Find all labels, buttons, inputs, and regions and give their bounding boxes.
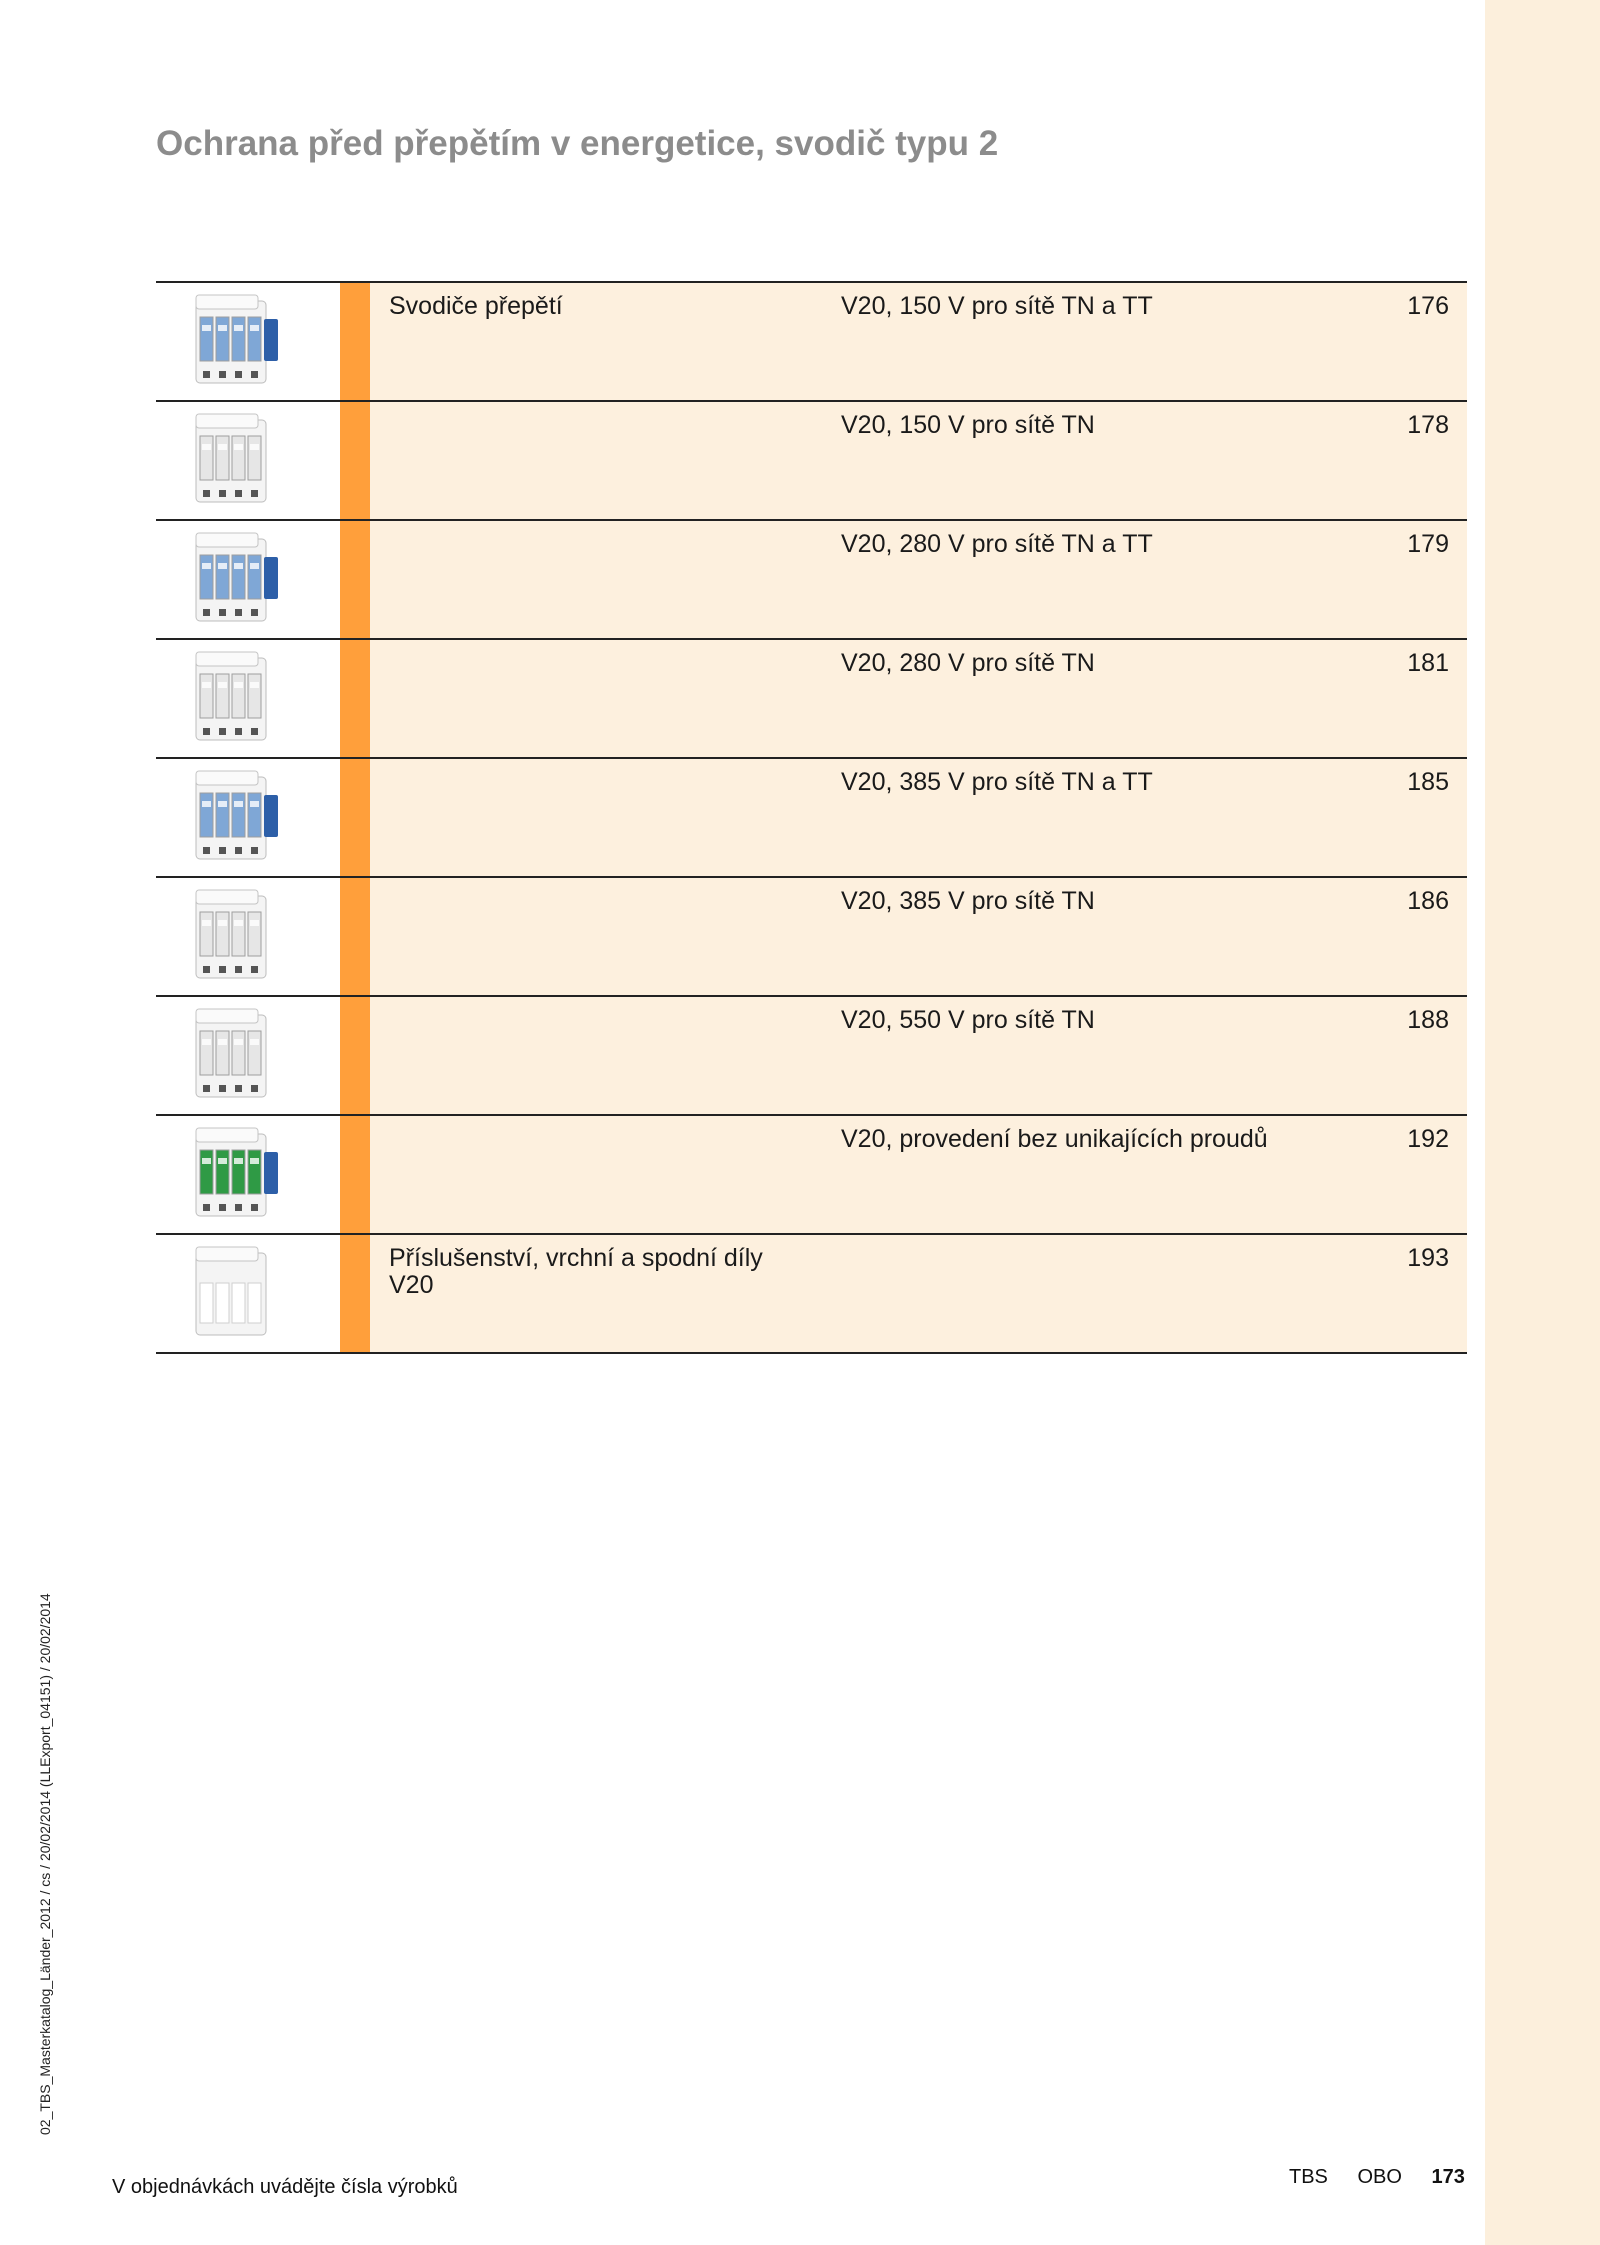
product-image-cell — [156, 1235, 340, 1352]
page-reference[interactable]: 185 — [1407, 768, 1449, 796]
table-row — [156, 521, 1467, 640]
product-image-cell — [156, 1116, 340, 1233]
arrester-blue-module-icon — [190, 291, 290, 391]
product-image-cell — [156, 402, 340, 519]
product-description: V20, 385 V pro sítě TN — [841, 887, 1095, 915]
product-image-cell — [156, 759, 340, 876]
footer-brand-area — [1289, 2166, 1465, 2189]
table-row — [156, 1235, 1467, 1354]
product-description: V20, 280 V pro sítě TN — [841, 649, 1095, 677]
product-image-cell — [156, 640, 340, 757]
product-category: Příslušenství, vrchní a spodní díly V20 — [389, 1244, 763, 1299]
page-reference[interactable]: 176 — [1407, 292, 1449, 320]
page-reference[interactable]: 179 — [1407, 530, 1449, 558]
side-print-info: 02_TBS_Masterkatalog_Länder_2012 / cs / 20/02/2014 (LLExport_04151) / 20/02/2014 — [37, 1593, 53, 2135]
accent-bar — [340, 997, 370, 1114]
product-description: V20, 550 V pro sítě TN — [841, 1006, 1095, 1034]
footer-brand-obo: OBO — [1357, 2166, 1402, 2188]
arrester-green-module-icon — [190, 1124, 290, 1224]
arrester-white-icon — [190, 886, 290, 986]
accent-bar — [340, 521, 370, 638]
table-row — [156, 759, 1467, 878]
side-band — [1485, 0, 1600, 2245]
product-image-cell — [156, 283, 340, 400]
accent-bar — [340, 1116, 370, 1233]
arrester-white-icon — [190, 410, 290, 510]
table-row — [156, 283, 1467, 402]
product-description: V20, 280 V pro sítě TN a TT — [841, 530, 1153, 558]
accent-bar — [340, 1235, 370, 1352]
accent-bar — [340, 283, 370, 400]
arrester-blue-module-icon — [190, 529, 290, 629]
page-reference[interactable]: 193 — [1407, 1244, 1449, 1272]
base-part-icon — [190, 1243, 290, 1343]
product-category: Svodiče přepětí — [389, 292, 563, 320]
table-row — [156, 402, 1467, 521]
table-row — [156, 997, 1467, 1116]
footer-note: V objednávkách uvádějte čísla výrobků — [112, 2176, 458, 2198]
table-row — [156, 640, 1467, 759]
product-description: V20, 150 V pro sítě TN — [841, 411, 1095, 439]
arrester-white-icon — [190, 1005, 290, 1105]
product-table — [156, 281, 1467, 1354]
product-image-cell — [156, 997, 340, 1114]
footer-brand-tbs: TBS — [1289, 2166, 1328, 2188]
arrester-blue-module-icon — [190, 767, 290, 867]
page-number: 173 — [1431, 2166, 1465, 2188]
product-image-cell — [156, 521, 340, 638]
page-title: Ochrana před přepětím v energetice, svodič typu 2 — [156, 124, 999, 163]
accent-bar — [340, 878, 370, 995]
page-reference[interactable]: 192 — [1407, 1125, 1449, 1153]
page-reference[interactable]: 178 — [1407, 411, 1449, 439]
table-row — [156, 1116, 1467, 1235]
page-reference[interactable]: 181 — [1407, 649, 1449, 677]
accent-bar — [340, 402, 370, 519]
product-description: V20, provedení bez unikajících proudů — [841, 1125, 1268, 1153]
accent-bar — [340, 759, 370, 876]
table-row — [156, 878, 1467, 997]
arrester-white-icon — [190, 648, 290, 748]
product-image-cell — [156, 878, 340, 995]
product-description: V20, 150 V pro sítě TN a TT — [841, 292, 1153, 320]
accent-bar — [340, 640, 370, 757]
page-reference[interactable]: 186 — [1407, 887, 1449, 915]
product-description: V20, 385 V pro sítě TN a TT — [841, 768, 1153, 796]
page-reference[interactable]: 188 — [1407, 1006, 1449, 1034]
